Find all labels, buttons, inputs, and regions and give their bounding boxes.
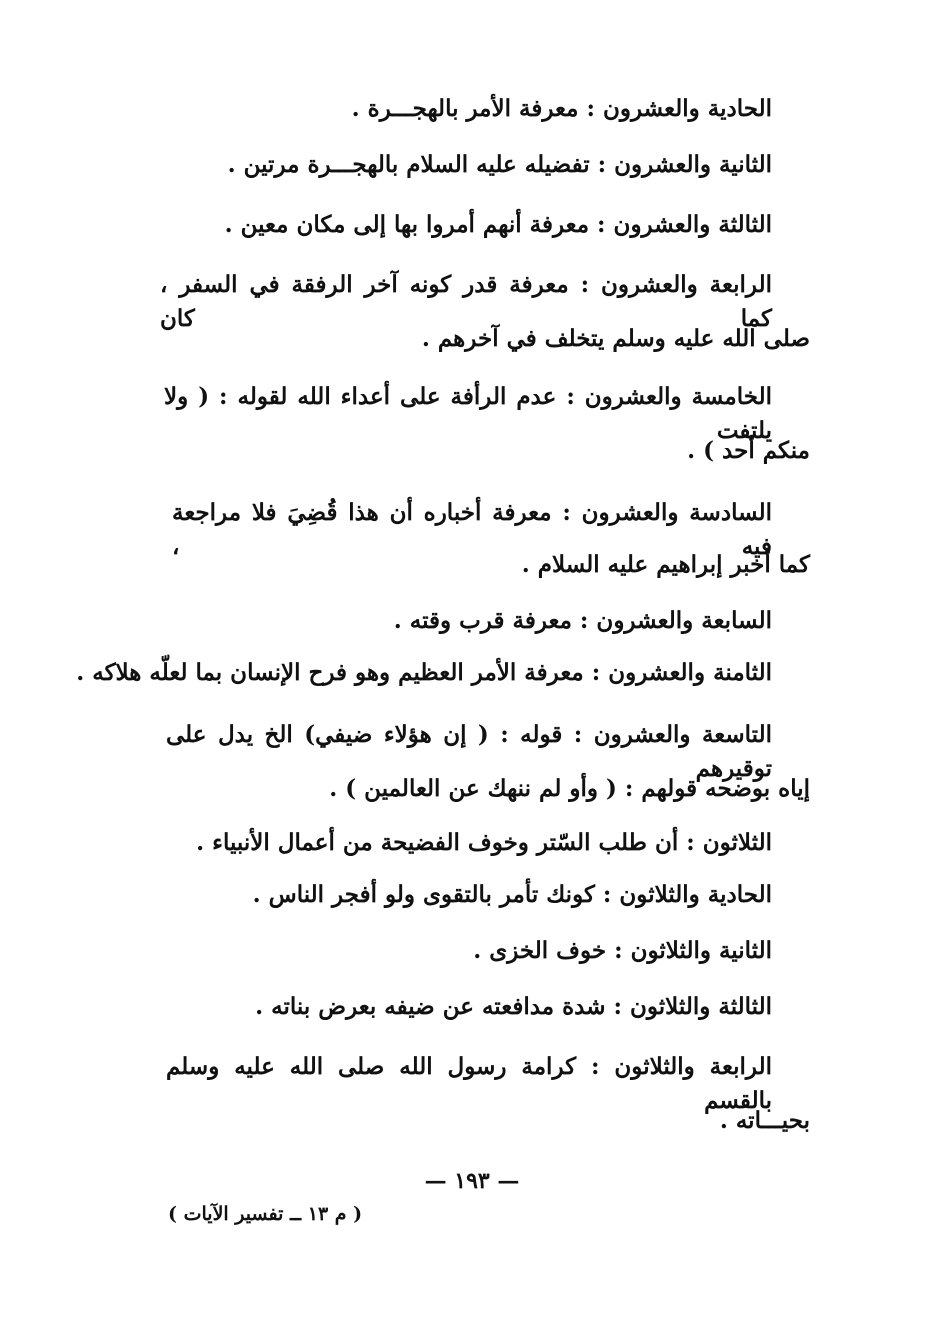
text-line: الحادية والثلاثون : كونك تأمر بالتقوى ولو أفجر الناس .	[252, 881, 772, 908]
text-line: السادسة والعشرون : معرفة أخباره أن هذا قُضِيَ فلا مراجعة فيه ،	[172, 499, 772, 560]
text-line: التاسعة والعشرون : قوله : ( إن هؤلاء ضيفي) الخ يدل على توقيرهم	[166, 721, 772, 782]
text-line: الخامسة والعشرون : عدم الرأفة على أعداء الله لقوله : ( ولا يلتفت	[164, 383, 772, 444]
signature-mark: ( م ١٣ ــ تفسير الآيات )	[168, 1203, 363, 1225]
text-line: الثانية والثلاثون : خوف الخزى .	[473, 937, 772, 964]
text-line: الرابعة والثلاثون : كرامة رسول الله صلى الله عليه وسلم بالقسم	[166, 1053, 772, 1114]
text-line: بحيـــاته .	[719, 1107, 810, 1134]
text-line: الثالثة والعشرون : معرفة أنهم أمروا بها إلى مكان معين .	[224, 211, 772, 238]
text-line: منكم أحد ) .	[687, 437, 810, 464]
page-number: — ١٩٣ —	[424, 1168, 520, 1194]
text-line: إياه بوضحه قولهم : ( وأو لم ننهك عن العالمين ) .	[329, 775, 810, 802]
text-line: الثامنة والعشرون : معرفة الأمر العظيم وهو فرح الإنسان بما لعلّه هلاكه .	[76, 659, 772, 686]
text-line: الرابعة والعشرون : معرفة قدر كونه آخر الرفقة في السفر ، كما كان	[160, 271, 772, 332]
text-line: الثانية والعشرون : تفضيله عليه السلام بالهجـــرة مرتين .	[227, 151, 772, 178]
text-line: الثالثة والثلاثون : شدة مدافعته عن ضيفه بعرض بناته .	[255, 993, 772, 1020]
text-line: الحادية والعشرون : معرفة الأمر بالهجـــرة .	[351, 95, 772, 122]
text-line: كما أخبر إبراهيم عليه السلام .	[521, 551, 810, 578]
text-line: الثلاثون : أن طلب السّتر وخوف الفضيحة من أعمال الأنبياء .	[196, 829, 772, 856]
text-line: السابعة والعشرون : معرفة قرب وقته .	[393, 607, 772, 634]
text-line: صلى الله عليه وسلم يتخلف في آخرهم .	[421, 325, 810, 352]
